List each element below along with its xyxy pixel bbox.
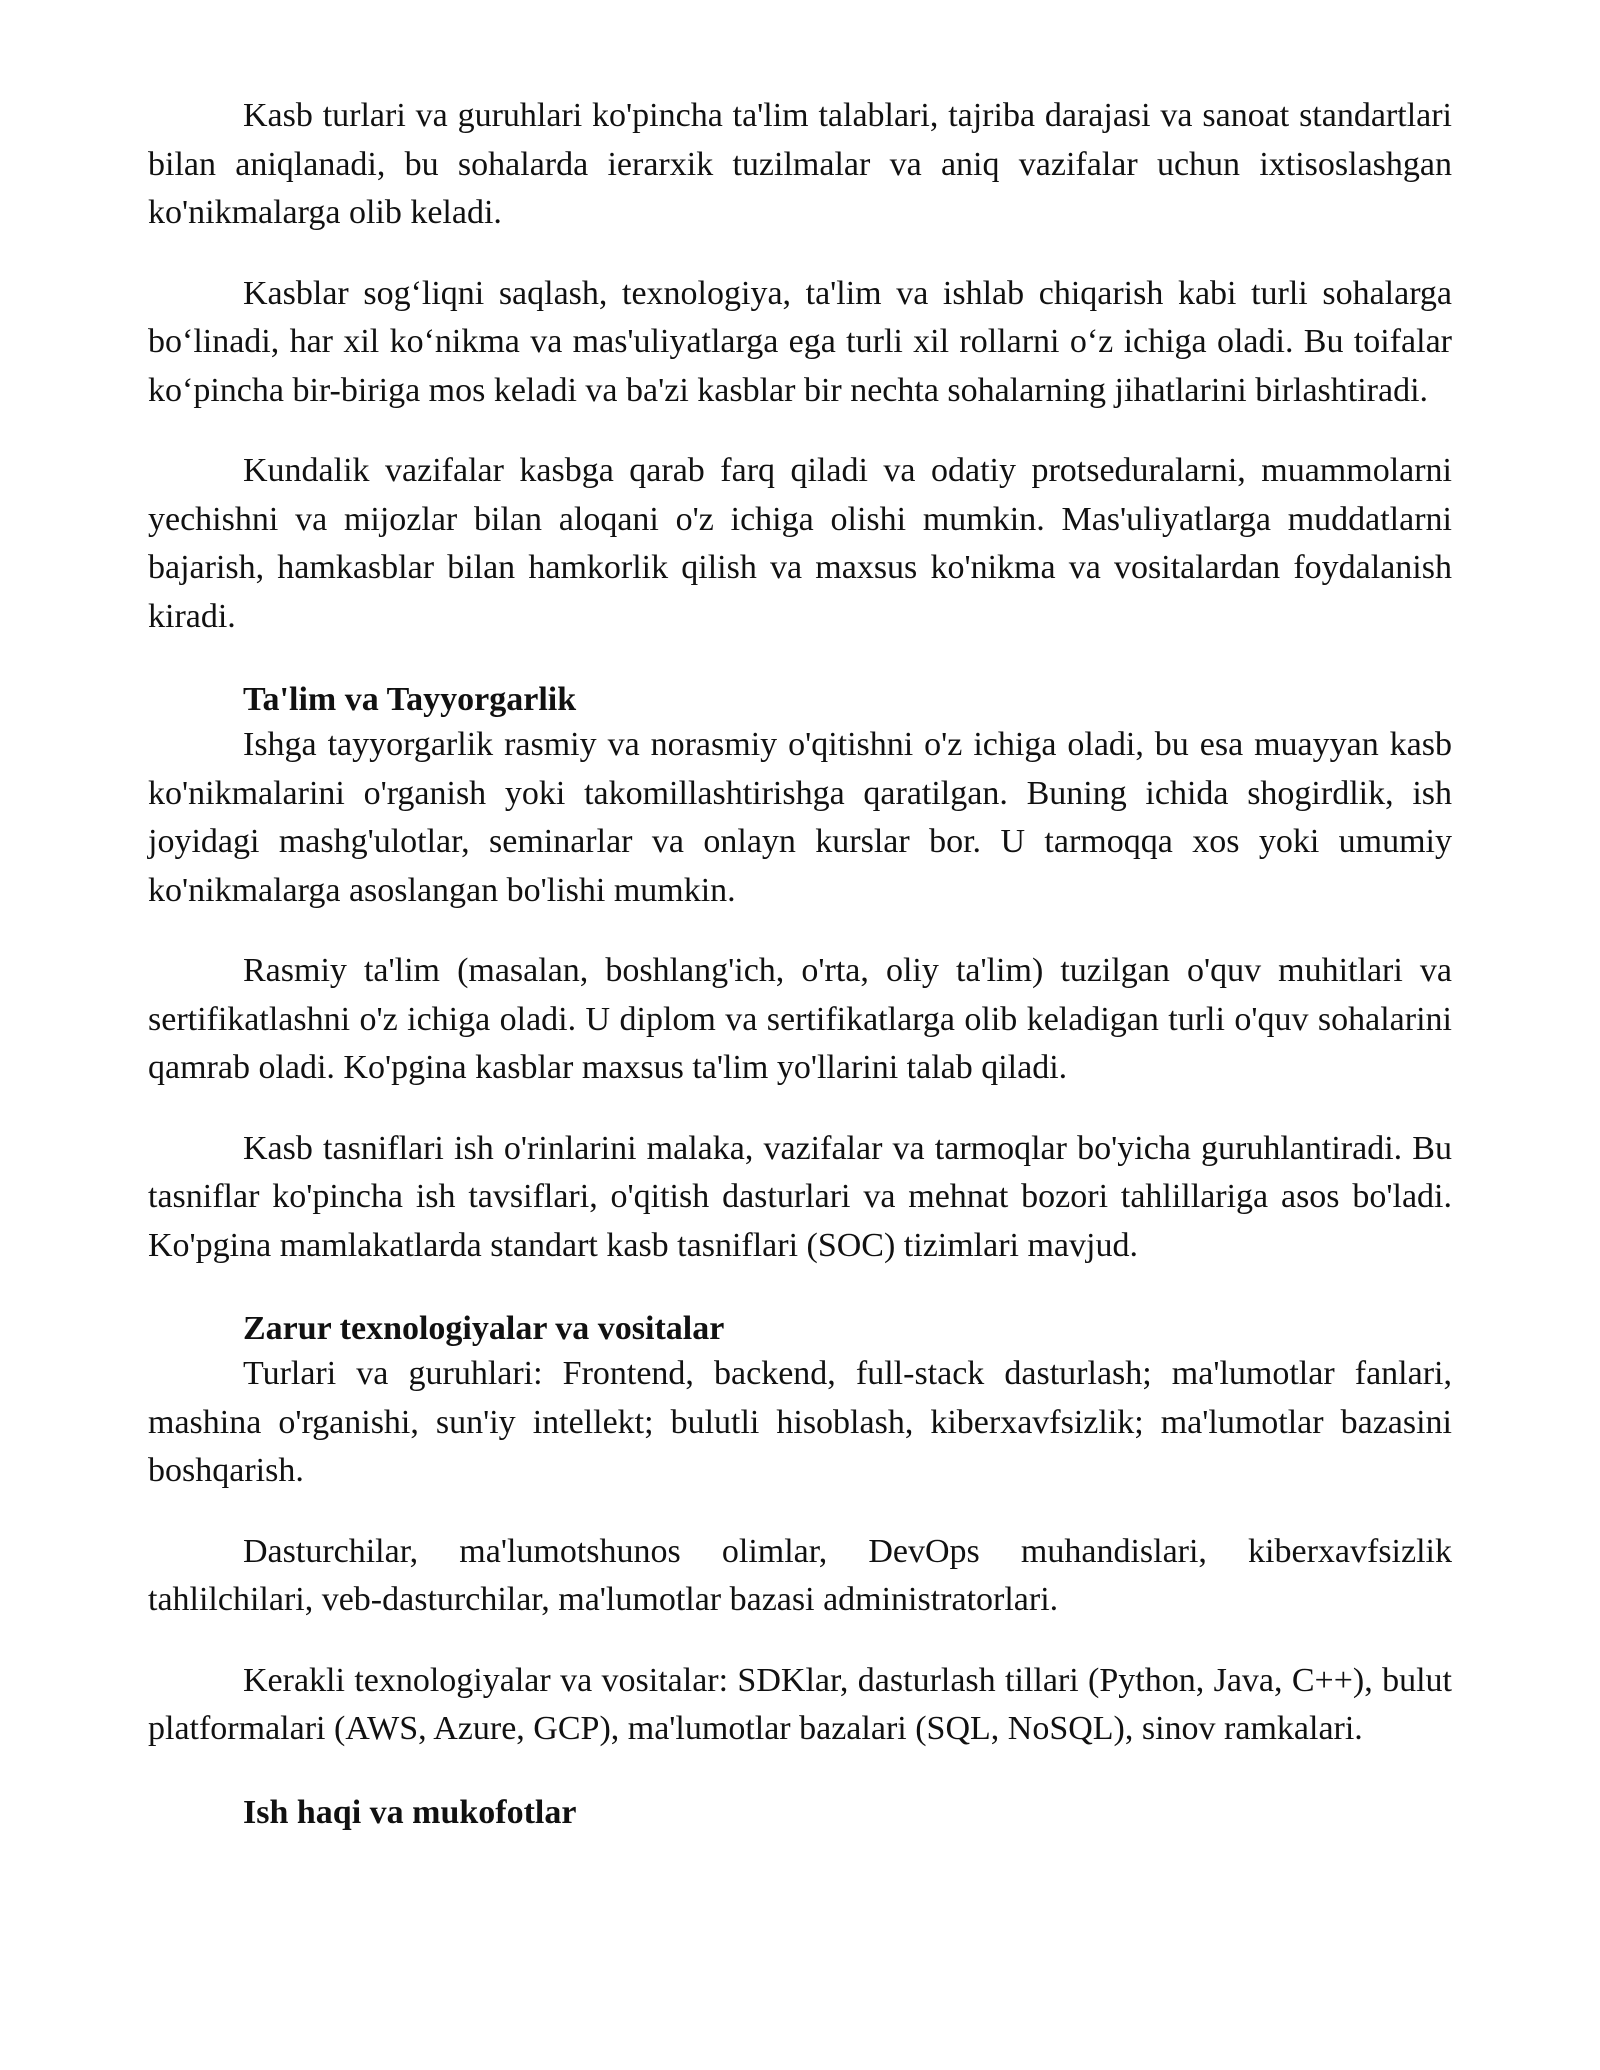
paragraph-tech-types: Turlari va guruhlari: Frontend, backend, full-stack dasturlash; ma'lumotlar fanlari, mashina o'rganishi, sun'iy intellekt; bulutli hisoblash, kiberxavfsizlik; ma'lumotlar bazasini boshqarish.: [148, 1355, 1452, 1489]
paragraph-classifications: Kasb tasniflari ish o'rinlarini malaka, vazifalar va tarmoqlar bo'yicha guruhlantiradi. Bu tasniflar ko'pincha ish tavsiflari, o'qitish dasturlari va mehnat bozori tahlillariga asos bo'ladi. Ko'pgina mamlakatlarda standart kasb tasniflari (SOC) tizimlari mavjud.: [148, 1129, 1452, 1264]
heading-technologies: Zarur texnologiyalar va vositalar: [243, 1310, 725, 1347]
heading-training: Ta'lim va Tayyorgarlik: [243, 681, 577, 718]
paragraph-daily-tasks: Kundalik vazifalar kasbga qarab farq qiladi va odatiy protseduralarni, muammolarni yechishni va mijozlar bilan aloqani o'z ichiga olishi mumkin. Mas'uliyatlarga muddatlarni bajarish, hamkasblar bilan hamkorlik qilish va maxsus ko'nikma va vositalardan foydalanish kiradi.: [148, 452, 1452, 635]
paragraph-profession-sectors: Kasblar sog‘liqni saqlash, texnologiya, ta'lim va ishlab chiqarish kabi turli sohalarga bo‘linadi, har xil ko‘nikma va mas'uliyatlarga ega turli xil rollarni o‘z ichiga oladi. Bu toifalar ko‘pincha bir-biriga mos keladi va ba'zi kasblar bir nechta sohalarning jihatlarini birlashtiradi.: [148, 274, 1452, 409]
paragraph-profession-types: Kasb turlari va guruhlari ko'pincha ta'lim talablari, tajriba darajasi va sanoat standartlari bilan aniqlanadi, bu sohalarda ierarxik tuzilmalar va aniq vazifalar uchun ixtisoslashgan ko'nikmalarga olib keladi.: [148, 97, 1452, 231]
paragraph-job-training: Ishga tayyorgarlik rasmiy va norasmiy o'qitishni o'z ichiga oladi, bu esa muayyan kasb ko'nikmalarini o'rganish yoki takomillashtirishga qaratilgan. Buning ichida shogirdlik, ish joyidagi mashg'ulotlar, seminarlar va onlayn kurslar bor. U tarmoqqa xos yoki umumiy ko'nikmalarga asoslangan bo'lishi mumkin.: [148, 726, 1452, 909]
paragraph-tech-tools: Kerakli texnologiyalar va vositalar: SDKlar, dasturlash tillari (Python, Java, C++), bulut platformalari (AWS, Azure, GCP), ma'lumotlar bazalari (SQL, NoSQL), sinov ramkalari.: [148, 1661, 1452, 1747]
paragraph-tech-roles: Dasturchilar, ma'lumotshunos olimlar, DevOps muhandislari, kiberxavfsizlik tahlilchilari, veb-dasturchilar, ma'lumotlar bazasi administratorlari.: [148, 1532, 1452, 1618]
heading-salary: Ish haqi va mukofotlar: [243, 1793, 577, 1831]
document-body: [148, 92, 1452, 1834]
paragraph-formal-education: Rasmiy ta'lim (masalan, boshlang'ich, o'rta, oliy ta'lim) tuzilgan o'quv muhitlari va sertifikatlashni o'z ichiga oladi. U diplom va sertifikatlarga olib keladigan turli o'quv sohalarini qamrab oladi. Ko'pgina kasblar maxsus ta'lim yo'llarini talab qiladi.: [148, 952, 1452, 1086]
